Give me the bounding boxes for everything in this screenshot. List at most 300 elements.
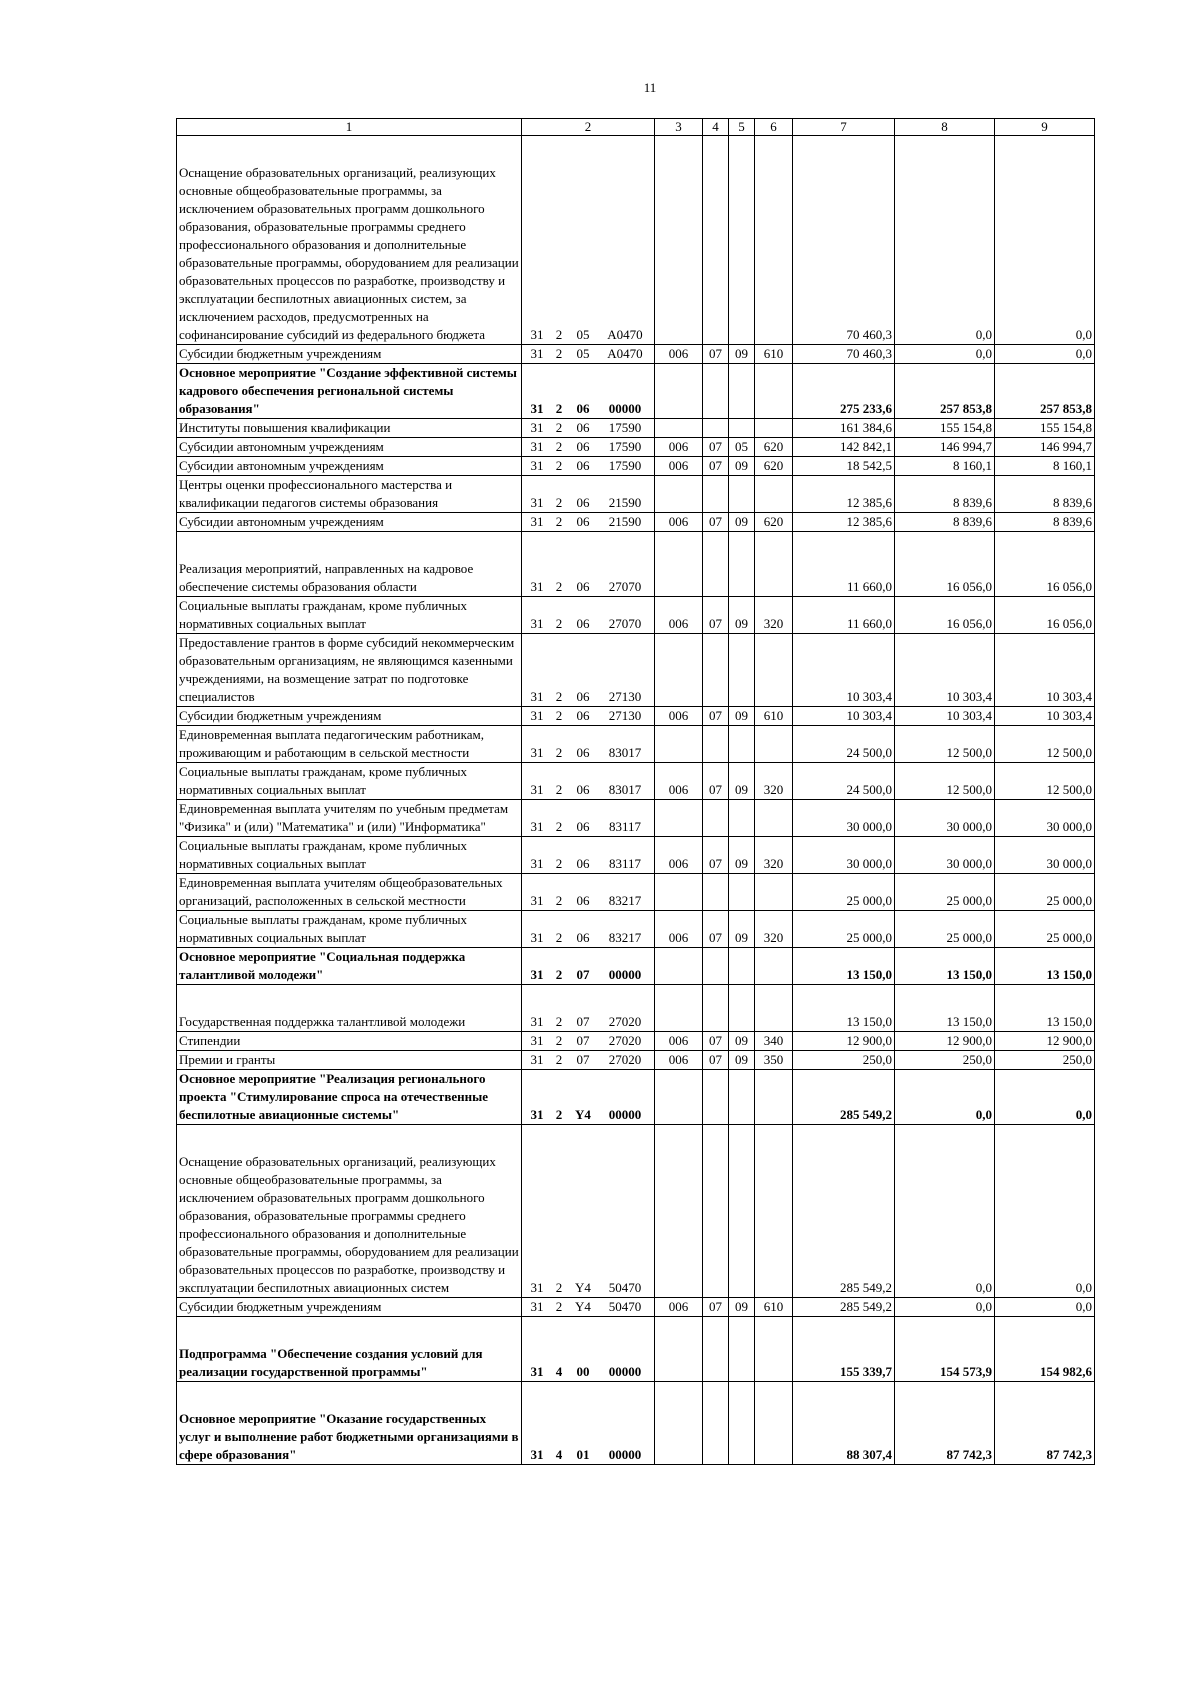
grbs-code (655, 800, 703, 837)
amount-col9: 30 000,0 (995, 837, 1095, 874)
expense-type-code: 620 (755, 513, 793, 532)
target-article-code (522, 419, 655, 438)
code-part: 31 (530, 514, 544, 529)
expense-type-code (755, 726, 793, 763)
code-part: 31 (530, 782, 544, 797)
row-name-text: Премии и гранты (179, 1052, 276, 1067)
header-cell: 9 (995, 119, 1095, 136)
grbs-code (655, 476, 703, 513)
grbs-code: 006 (655, 457, 703, 476)
budget-table (176, 118, 1095, 1465)
target-article-code (522, 800, 655, 837)
expense-type-code (755, 800, 793, 837)
expense-type-code: 340 (755, 1032, 793, 1051)
code-part: 2 (555, 420, 563, 435)
expense-type-code (755, 1125, 793, 1298)
code-part: 06 (576, 420, 590, 435)
table-row (177, 634, 1095, 707)
code-part: 2 (555, 708, 563, 723)
subsection-code: 09 (729, 1032, 755, 1051)
section-code (703, 800, 729, 837)
code-part: 31 (530, 420, 544, 435)
section-code (703, 136, 729, 345)
target-article-code (522, 345, 655, 364)
subsection-code: 09 (729, 837, 755, 874)
amount-col8: 30 000,0 (895, 800, 995, 837)
table-row (177, 457, 1095, 476)
section-code: 07 (703, 707, 729, 726)
amount-col8: 87 742,3 (895, 1382, 995, 1465)
amount-col9: 146 994,7 (995, 438, 1095, 457)
amount-col9: 8 839,6 (995, 513, 1095, 532)
grbs-code (655, 419, 703, 438)
subsection-code (729, 476, 755, 513)
code-part: 83117 (608, 819, 642, 834)
amount-col7: 155 339,7 (793, 1317, 895, 1382)
section-code: 07 (703, 763, 729, 800)
amount-col9: 25 000,0 (995, 911, 1095, 948)
amount-col8: 0,0 (895, 345, 995, 364)
code-part: 21590 (608, 514, 642, 529)
amount-col7: 88 307,4 (793, 1382, 895, 1465)
spacer (179, 1317, 519, 1345)
row-name-text: Институты повышения квалификации (179, 420, 391, 435)
subsection-code (729, 1382, 755, 1465)
grbs-code: 006 (655, 707, 703, 726)
code-part: 27130 (608, 689, 642, 704)
section-code: 07 (703, 513, 729, 532)
section-code (703, 419, 729, 438)
code-part: 31 (530, 1052, 544, 1067)
grbs-code (655, 1070, 703, 1125)
amount-col9: 10 303,4 (995, 707, 1095, 726)
code-part: 31 (530, 401, 544, 416)
target-article-code (522, 1032, 655, 1051)
row-name (177, 707, 522, 726)
code-part: 2 (555, 401, 563, 416)
amount-col8: 155 154,8 (895, 419, 995, 438)
code-part: 27020 (608, 1014, 642, 1029)
amount-col7: 11 660,0 (793, 597, 895, 634)
target-article-code (522, 438, 655, 457)
amount-col8: 13 150,0 (895, 948, 995, 985)
amount-col7: 13 150,0 (793, 985, 895, 1032)
code-part: 00000 (608, 967, 642, 982)
row-name-text: Социальные выплаты гражданам, кроме публичных нормативных социальных выплат (179, 764, 467, 797)
code-part: А0470 (607, 327, 643, 342)
code-part: 2 (555, 782, 563, 797)
table-row (177, 763, 1095, 800)
row-name (177, 1125, 522, 1298)
table-row (177, 948, 1095, 985)
table-row (177, 419, 1095, 438)
amount-col8: 154 573,9 (895, 1317, 995, 1382)
header-cell: 5 (729, 119, 755, 136)
code-part: 2 (555, 346, 563, 361)
expense-type-code: 610 (755, 1298, 793, 1317)
expense-type-code (755, 532, 793, 597)
expense-type-code: 620 (755, 438, 793, 457)
code-part: 2 (555, 1033, 563, 1048)
code-part: 31 (530, 745, 544, 760)
table-row (177, 597, 1095, 634)
row-name-text: Социальные выплаты гражданам, кроме публичных нормативных социальных выплат (179, 838, 467, 871)
subsection-code: 09 (729, 513, 755, 532)
subsection-code: 09 (729, 1298, 755, 1317)
amount-col8: 16 056,0 (895, 597, 995, 634)
table-row (177, 513, 1095, 532)
row-name (177, 985, 522, 1032)
target-article-code (522, 948, 655, 985)
code-part: 2 (555, 495, 563, 510)
code-part: 06 (576, 514, 590, 529)
code-part: 17590 (608, 458, 642, 473)
row-name-text: Стипендии (179, 1033, 241, 1048)
amount-col9: 12 900,0 (995, 1032, 1095, 1051)
grbs-code (655, 136, 703, 345)
row-name-text: Субсидии автономным учреждениям (179, 514, 384, 529)
code-part: 2 (555, 745, 563, 760)
code-part: 05 (576, 327, 590, 342)
amount-col9: 250,0 (995, 1051, 1095, 1070)
expense-type-code (755, 948, 793, 985)
amount-col8: 12 500,0 (895, 726, 995, 763)
spacer (179, 985, 519, 1013)
code-part: 06 (576, 495, 590, 510)
spacer (179, 532, 519, 560)
code-part: А0470 (607, 346, 643, 361)
expense-type-code: 320 (755, 597, 793, 634)
target-article-code (522, 726, 655, 763)
amount-col8: 146 994,7 (895, 438, 995, 457)
amount-col7: 250,0 (793, 1051, 895, 1070)
section-code (703, 1382, 729, 1465)
expense-type-code: 350 (755, 1051, 793, 1070)
amount-col8: 8 160,1 (895, 457, 995, 476)
code-part: 2 (555, 579, 563, 594)
target-article-code (522, 985, 655, 1032)
code-part: 31 (530, 1280, 544, 1295)
code-part: 00000 (608, 401, 642, 416)
row-name (177, 345, 522, 364)
code-part: 2 (555, 1299, 563, 1314)
expense-type-code (755, 985, 793, 1032)
subsection-code (729, 1070, 755, 1125)
subsection-code (729, 136, 755, 345)
section-code: 07 (703, 597, 729, 634)
target-article-code (522, 597, 655, 634)
section-code: 07 (703, 837, 729, 874)
amount-col7: 161 384,6 (793, 419, 895, 438)
section-code (703, 948, 729, 985)
row-name (177, 911, 522, 948)
row-name (177, 136, 522, 345)
subsection-code (729, 634, 755, 707)
table-row (177, 1125, 1095, 1298)
table-row (177, 1051, 1095, 1070)
row-name (177, 874, 522, 911)
amount-col8: 25 000,0 (895, 911, 995, 948)
table-row (177, 136, 1095, 345)
code-part: 31 (530, 439, 544, 454)
grbs-code: 006 (655, 911, 703, 948)
amount-col7: 70 460,3 (793, 345, 895, 364)
target-article-code (522, 513, 655, 532)
code-part: 31 (530, 579, 544, 594)
amount-col9: 154 982,6 (995, 1317, 1095, 1382)
section-code (703, 726, 729, 763)
grbs-code: 006 (655, 1032, 703, 1051)
amount-col7: 24 500,0 (793, 726, 895, 763)
row-name (177, 1298, 522, 1317)
subsection-code: 09 (729, 345, 755, 364)
table-row (177, 438, 1095, 457)
section-code: 07 (703, 345, 729, 364)
code-part: Y4 (575, 1107, 591, 1122)
grbs-code: 006 (655, 1298, 703, 1317)
code-part: 83217 (608, 893, 642, 908)
row-name (177, 419, 522, 438)
code-part: 31 (530, 819, 544, 834)
code-part: 31 (530, 1299, 544, 1314)
header-cell: 2 (522, 119, 655, 136)
row-name (177, 513, 522, 532)
amount-col9: 25 000,0 (995, 874, 1095, 911)
table-row (177, 1298, 1095, 1317)
code-part: Y4 (575, 1299, 591, 1314)
section-code: 07 (703, 911, 729, 948)
code-part: 31 (530, 856, 544, 871)
grbs-code: 006 (655, 763, 703, 800)
code-part: 27070 (608, 579, 642, 594)
section-code (703, 1070, 729, 1125)
header-cell: 8 (895, 119, 995, 136)
code-part: 31 (530, 346, 544, 361)
grbs-code (655, 1382, 703, 1465)
table-row (177, 911, 1095, 948)
code-part: 06 (576, 782, 590, 797)
code-part: 31 (530, 689, 544, 704)
subsection-code (729, 1125, 755, 1298)
amount-col9: 16 056,0 (995, 532, 1095, 597)
row-name-text: Единовременная выплата учителям общеобразовательных организаций, расположенных в сельской местности (179, 875, 503, 908)
row-name-text: Оснащение образовательных организаций, реализующих основные общеобразовательные программы, за исключением образовательных программ дошкольного образования, образовательные программы среднего профессионального образования и дополнительные образовательные программы, оборудованием для реализации образовательных процессов по разработке, производству и эксплуатации беспилотных авиационных систем (179, 1154, 519, 1295)
code-part: 4 (555, 1447, 563, 1462)
subsection-code: 09 (729, 597, 755, 634)
subsection-code (729, 800, 755, 837)
code-part: 83117 (608, 856, 642, 871)
target-article-code (522, 1125, 655, 1298)
target-article-code (522, 476, 655, 513)
header-cell: 1 (177, 119, 522, 136)
subsection-code (729, 364, 755, 419)
amount-col7: 142 842,1 (793, 438, 895, 457)
amount-col8: 30 000,0 (895, 837, 995, 874)
header-cell: 7 (793, 119, 895, 136)
subsection-code: 09 (729, 911, 755, 948)
subsection-code: 09 (729, 457, 755, 476)
row-name (177, 597, 522, 634)
code-part: 06 (576, 401, 590, 416)
target-article-code (522, 1317, 655, 1382)
row-name-text: Субсидии бюджетным учреждениям (179, 1299, 382, 1314)
amount-col9: 0,0 (995, 1125, 1095, 1298)
amount-col9: 13 150,0 (995, 985, 1095, 1032)
code-part: 07 (576, 1033, 590, 1048)
row-name (177, 1070, 522, 1125)
expense-type-code: 320 (755, 911, 793, 948)
code-part: 06 (576, 930, 590, 945)
code-part: 2 (555, 616, 563, 631)
code-part: 2 (555, 689, 563, 704)
grbs-code (655, 634, 703, 707)
code-part: 06 (576, 439, 590, 454)
target-article-code (522, 1070, 655, 1125)
row-name-text: Субсидии бюджетным учреждениям (179, 708, 382, 723)
amount-col8: 0,0 (895, 1298, 995, 1317)
section-code: 07 (703, 457, 729, 476)
code-part: 50470 (608, 1299, 642, 1314)
expense-type-code (755, 874, 793, 911)
row-name (177, 1032, 522, 1051)
code-part: 00000 (608, 1364, 642, 1379)
header-cell: 4 (703, 119, 729, 136)
amount-col7: 285 549,2 (793, 1298, 895, 1317)
row-name-text: Предоставление грантов в форме субсидий некоммерческим образовательным организациям, не являющимся казенными учреждениями, на возмещение затрат по подготовке специалистов (179, 635, 515, 704)
subsection-code: 09 (729, 763, 755, 800)
grbs-code (655, 1317, 703, 1382)
grbs-code (655, 874, 703, 911)
amount-col9: 16 056,0 (995, 597, 1095, 634)
amount-col8: 12 500,0 (895, 763, 995, 800)
section-code (703, 1125, 729, 1298)
spacer (179, 136, 519, 164)
row-name (177, 438, 522, 457)
code-part: 2 (555, 1107, 563, 1122)
code-part: 06 (576, 458, 590, 473)
code-part: 2 (555, 458, 563, 473)
row-name-text: Центры оценки профессионального мастерства и квалификации педагогов системы образования (179, 477, 453, 510)
code-part: 27020 (608, 1033, 642, 1048)
row-name (177, 1317, 522, 1382)
amount-col7: 13 150,0 (793, 948, 895, 985)
amount-col9: 87 742,3 (995, 1382, 1095, 1465)
row-name-text: Единовременная выплата учителям по учебным предметам "Физика" и (или) "Математика" и (или) "Информатика" (179, 801, 509, 834)
amount-col8: 13 150,0 (895, 985, 995, 1032)
amount-col7: 12 385,6 (793, 513, 895, 532)
expense-type-code (755, 476, 793, 513)
grbs-code (655, 532, 703, 597)
grbs-code (655, 948, 703, 985)
table-row (177, 837, 1095, 874)
subsection-code: 09 (729, 707, 755, 726)
amount-col7: 30 000,0 (793, 837, 895, 874)
amount-col7: 24 500,0 (793, 763, 895, 800)
amount-col7: 25 000,0 (793, 911, 895, 948)
table-row (177, 476, 1095, 513)
table-row (177, 985, 1095, 1032)
amount-col7: 285 549,2 (793, 1070, 895, 1125)
grbs-code: 006 (655, 837, 703, 874)
target-article-code (522, 457, 655, 476)
amount-col8: 250,0 (895, 1051, 995, 1070)
row-name (177, 364, 522, 419)
row-name (177, 532, 522, 597)
expense-type-code (755, 1317, 793, 1382)
code-part: 27020 (608, 1052, 642, 1067)
code-part: 4 (555, 1364, 563, 1379)
row-name-text: Основное мероприятие "Реализация регионального проекта "Стимулирование спроса на отечественные беспилотные авиационные системы" (179, 1071, 489, 1122)
code-part: 31 (530, 1107, 544, 1122)
code-part: 05 (576, 346, 590, 361)
header-cell: 3 (655, 119, 703, 136)
header-cell: 6 (755, 119, 793, 136)
target-article-code (522, 136, 655, 345)
section-code (703, 634, 729, 707)
code-part: 31 (530, 708, 544, 723)
code-part: 2 (555, 819, 563, 834)
code-part: 83017 (608, 745, 642, 760)
expense-type-code (755, 364, 793, 419)
amount-col7: 12 900,0 (793, 1032, 895, 1051)
expense-type-code: 320 (755, 763, 793, 800)
row-name-text: Субсидии бюджетным учреждениям (179, 346, 382, 361)
code-part: 31 (530, 967, 544, 982)
code-part: 2 (555, 893, 563, 908)
section-code (703, 532, 729, 597)
row-name-text: Субсидии автономным учреждениям (179, 458, 384, 473)
amount-col9: 30 000,0 (995, 800, 1095, 837)
target-article-code (522, 763, 655, 800)
code-part: 06 (576, 689, 590, 704)
subsection-code (729, 419, 755, 438)
expense-type-code (755, 136, 793, 345)
code-part: Y4 (575, 1280, 591, 1295)
row-name (177, 948, 522, 985)
code-part: 31 (530, 458, 544, 473)
code-part: 00 (576, 1364, 590, 1379)
row-name-text: Реализация мероприятий, направленных на кадровое обеспечение системы образования области (179, 561, 474, 594)
amount-col9: 155 154,8 (995, 419, 1095, 438)
section-code: 07 (703, 438, 729, 457)
code-part: 50470 (608, 1280, 642, 1295)
section-code (703, 476, 729, 513)
expense-type-code (755, 634, 793, 707)
amount-col9: 13 150,0 (995, 948, 1095, 985)
section-code: 07 (703, 1032, 729, 1051)
code-part: 21590 (608, 495, 642, 510)
code-part: 31 (530, 1033, 544, 1048)
code-part: 31 (530, 930, 544, 945)
subsection-code: 05 (729, 438, 755, 457)
code-part: 07 (576, 967, 590, 982)
code-part: 06 (576, 856, 590, 871)
spacer (179, 1125, 519, 1153)
code-part: 31 (530, 495, 544, 510)
code-part: 17590 (608, 439, 642, 454)
code-part: 31 (530, 1447, 544, 1462)
code-part: 27070 (608, 616, 642, 631)
row-name (177, 1051, 522, 1070)
expense-type-code (755, 1382, 793, 1465)
code-part: 2 (555, 1014, 563, 1029)
table-row (177, 1317, 1095, 1382)
target-article-code (522, 634, 655, 707)
section-code (703, 874, 729, 911)
table-row (177, 800, 1095, 837)
table-row (177, 345, 1095, 364)
amount-col9: 0,0 (995, 1070, 1095, 1125)
